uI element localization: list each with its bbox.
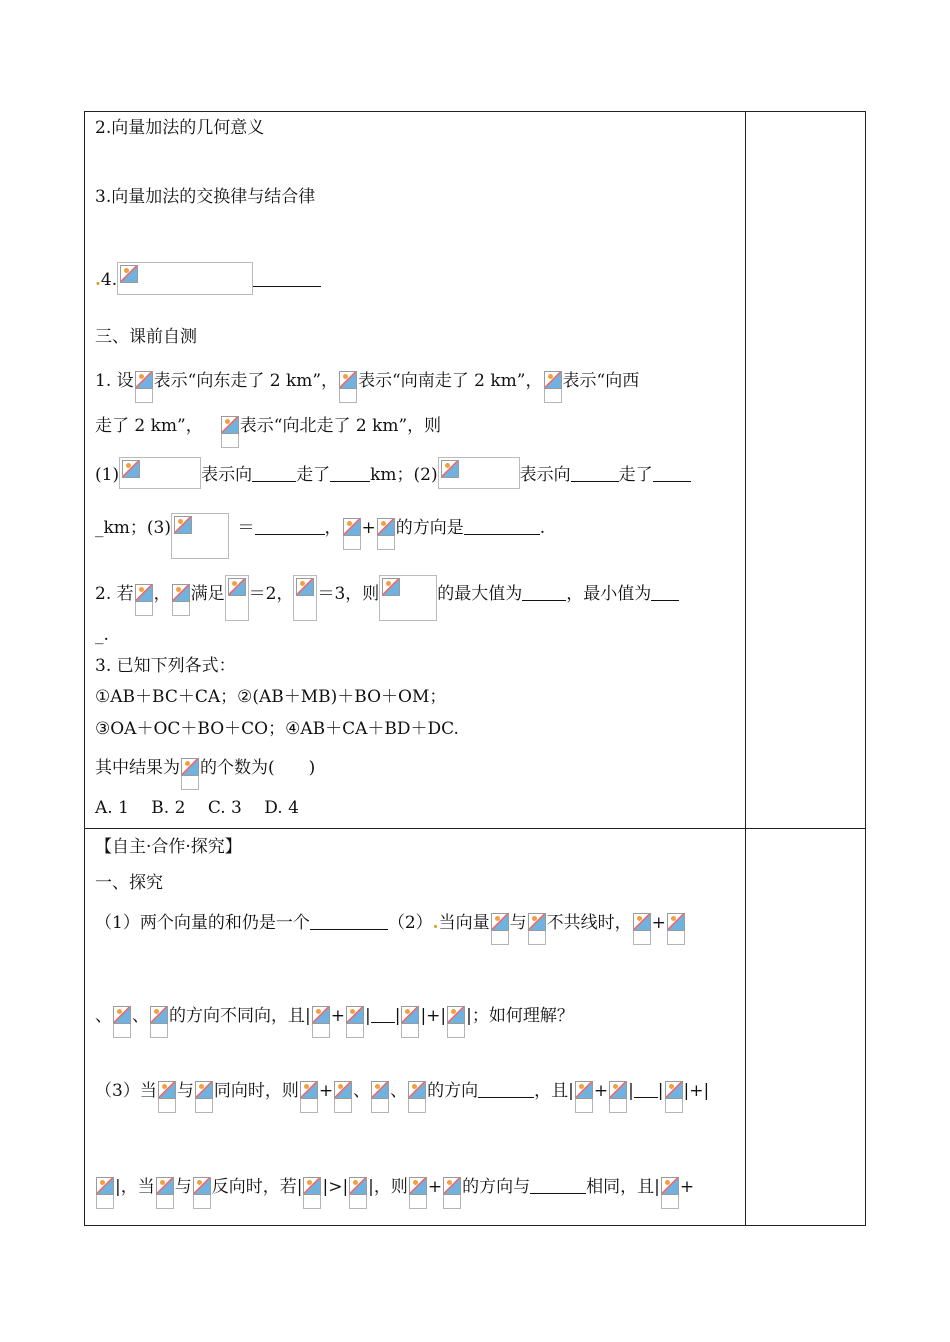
answer-blank — [310, 913, 388, 930]
q3-question: 其中结果为 的个数为( ) — [95, 758, 316, 778]
vector-image-icon — [343, 518, 361, 536]
answer-blank — [478, 1081, 534, 1098]
q3-heading: 3. 已知下列各式： — [95, 656, 236, 676]
image-placeholder-icon — [441, 460, 459, 478]
image-placeholder-icon — [228, 578, 246, 596]
q1-line4: _km；(3) ＝ ， + 的方向是 . — [95, 513, 545, 559]
vector-image-icon — [349, 1177, 367, 1195]
vector-image-icon — [339, 371, 357, 389]
q3-options: A. 1 B. 2 C. 3 D. 4 — [95, 798, 299, 818]
vector-image-icon — [150, 1006, 168, 1024]
vector-image-icon — [409, 1177, 427, 1195]
vector-image-icon — [300, 1081, 318, 1099]
formula-image-box — [119, 457, 201, 489]
answer-blank — [330, 465, 370, 482]
vector-image-icon — [334, 1081, 352, 1099]
vector-image-icon — [528, 913, 546, 931]
vector-image-icon — [371, 1081, 389, 1099]
vector-image-icon — [135, 584, 153, 602]
vector-image-icon — [661, 1177, 679, 1195]
vector-image-icon — [96, 1177, 114, 1195]
vector-image-icon — [377, 518, 395, 536]
item-laws: 3.向量加法的交换律与结合律 — [95, 187, 316, 207]
explore-line4: |，当 与 反向时，若| |>| |，则 + 的方向与 相同，且| + — [95, 1176, 694, 1198]
answer-blank — [255, 518, 325, 535]
vector-image-icon — [408, 1081, 426, 1099]
answer-blank — [651, 584, 679, 601]
vector-image-icon — [443, 1177, 461, 1195]
q2-line2: _. — [95, 625, 109, 645]
vector-image-icon — [172, 584, 190, 602]
vector-image-icon — [221, 416, 239, 434]
vector-image-icon — [447, 1006, 465, 1024]
answer-blank — [371, 1006, 395, 1023]
explore-line2: 、 、 的方向不同向，且| + | | |+| |；如何理解？ — [95, 1006, 574, 1026]
vector-image-icon — [609, 1081, 627, 1099]
answer-blank — [522, 584, 566, 601]
vector-image-icon — [158, 1081, 176, 1099]
pre-test-heading: 三、课前自测 — [95, 327, 197, 347]
vector-image-icon — [303, 1177, 321, 1195]
q1-line2: 走了 2 km”， 表示“向北走了 2 km”，则 — [95, 416, 442, 436]
vector-image-icon — [401, 1006, 419, 1024]
vector-image-icon — [544, 371, 562, 389]
q1-line1: 1. 设 表示“向东走了 2 km”， 表示“向南走了 2 km”， 表示“向西 — [95, 371, 640, 391]
vector-image-icon — [665, 1081, 683, 1099]
q3-formula-2: ③OA＋OC＋BO＋CO；④AB＋CA＋BD＋DC. — [95, 719, 459, 739]
image-placeholder-icon — [122, 460, 140, 478]
answer-blank — [571, 465, 619, 482]
vector-image-icon — [346, 1006, 364, 1024]
formula-image-box — [379, 575, 437, 621]
answer-blank — [634, 1081, 658, 1098]
answer-blank — [464, 518, 540, 535]
vector-image-icon — [135, 371, 153, 389]
image-placeholder-icon — [174, 516, 192, 534]
vector-image-icon — [575, 1081, 593, 1099]
vector-image-icon — [667, 913, 685, 931]
row-divider — [84, 828, 866, 829]
column-divider — [745, 111, 746, 1226]
vector-image-icon — [195, 1081, 213, 1099]
formula-image-box — [225, 575, 249, 621]
image-placeholder-icon — [296, 578, 314, 596]
answer-blank — [253, 270, 321, 287]
image-placeholder-icon — [120, 265, 138, 283]
vector-image-icon — [633, 913, 651, 931]
answer-blank — [530, 1177, 586, 1194]
vector-image-icon — [181, 758, 199, 776]
formula-image-box — [438, 457, 520, 489]
vector-image-icon — [193, 1177, 211, 1195]
vector-image-icon — [312, 1006, 330, 1024]
vector-image-icon — [491, 913, 509, 931]
formula-image-box — [293, 575, 317, 621]
marker-dot: . — [95, 270, 101, 290]
explore-subheading: 一、探究 — [95, 873, 163, 893]
image-placeholder-icon — [382, 578, 400, 596]
vector-image-icon — [113, 1006, 131, 1024]
answer-blank — [653, 465, 691, 482]
marker-dot: . — [432, 913, 439, 933]
vector-image-icon — [156, 1177, 174, 1195]
q3-formula-1: ①AB＋BC＋CA；②(AB＋MB)＋BO＋OM； — [95, 687, 447, 707]
q1-line3: (1) 表示向 走了 km；(2) 表示向 走了 — [95, 457, 691, 489]
formula-image-box — [117, 262, 253, 295]
item-geometric-meaning: 2.向量加法的几何意义 — [95, 118, 265, 138]
answer-blank — [252, 465, 296, 482]
explore-line3: （3）当 与 同向时，则 + 、 、 的方向 ，且| + | | |+| — [95, 1081, 710, 1101]
item-4: .4. — [95, 262, 321, 295]
explore-line1: （1）两个向量的和仍是一个 （2）.当向量 与 不共线时， + — [95, 912, 686, 934]
explore-title: 【自主·合作·探究】 — [95, 837, 242, 857]
formula-image-box — [171, 513, 229, 559]
q2-line1: 2. 若 ， 满足 ＝2， ＝3，则 的最大值为 ，最小值为 — [95, 575, 679, 621]
